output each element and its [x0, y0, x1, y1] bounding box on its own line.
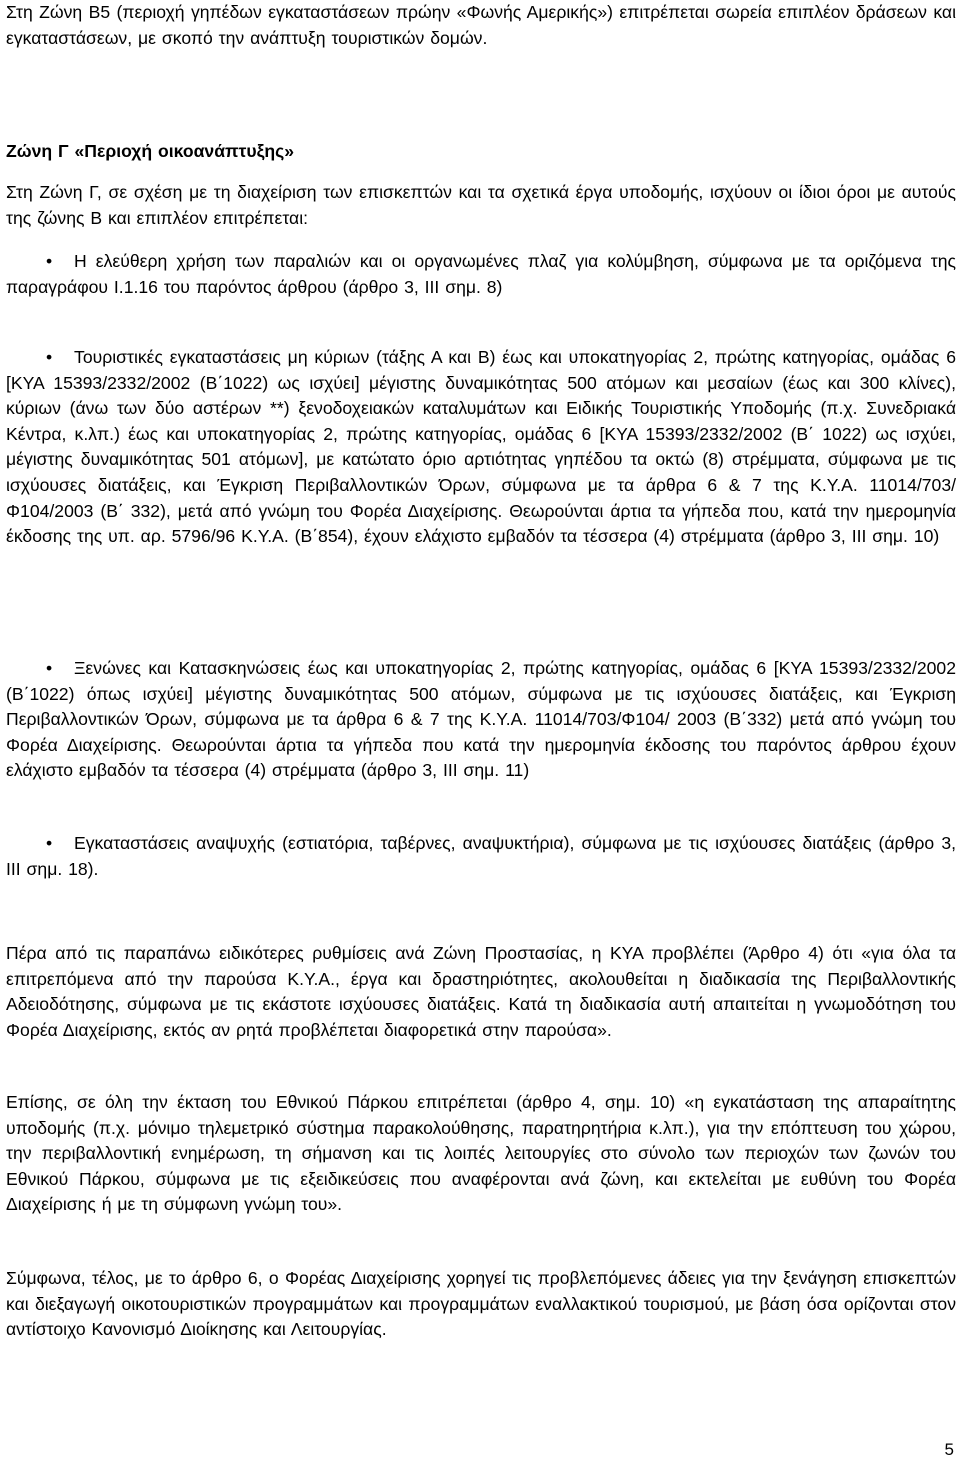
list-item-text: Ξενώνες και Κατασκηνώσεις έως και υποκατηγορίας 2, πρώτης κατηγορίας, ομάδας 6 [ΚΥΑ 15393/2332/2002 (Β΄1022) όπως ισχύει] μέγιστης δυναμικότητας 500 ατόμων, σύμφωνα με τις ισχύουσες διατάξεις, και Έγκριση Περιβαλλοντικών Όρων, σύμφωνα με τα άρθρα 6 & 7 της Κ.Υ.Α. 11014/703/Φ104/ 2003 (Β΄332) μετά από γνώμη του Φορέα Διαχείρισης. Θεωρούνται άρτια τα γήπεδα που κατά την ημερομηνία έκδοσης του παρόντος άρθρου έχουν ελάχιστο εμβαδόν τα τέσσερα (4) στρέμματα (άρθρο 3, ΙΙΙ σημ. 11): [6, 658, 956, 781]
list-item-text: Η ελεύθερη χρήση των παραλιών και οι οργανωμένες πλαζ για κολύμβηση, σύμφωνα με τα οριζόμενα της παραγράφου Ι.1.16 του παρόντος άρθρου (άρθρο 3, ΙΙΙ σημ. 8): [6, 251, 956, 297]
list-item-recreation: [6, 831, 956, 882]
page-number: 5: [944, 1440, 954, 1459]
list-item-text: Τουριστικές εγκαταστάσεις μη κύριων (τάξης Α και Β) έως και υποκατηγορίας 2, πρώτης κατηγορίας, ομάδας 6 [ΚΥΑ 15393/2332/2002 (Β΄1022) ως ισχύει] μέγιστης δυναμικότητας 500 ατόμων και μεσαίων (έως και 300 κλίνες), κύριων (άνω των δύο αστέρων **) ξενοδοχειακών καταλυμάτων και Ειδικής Τουριστικής Υποδομής (π.χ. Συνεδριακά Κέντρα, κ.λπ.) έως και υποκατηγορίας 2, πρώτης κατηγορίας, ομάδας 6 [ΚΥΑ 15393/2332/2002 (Β΄ 1022) ως ισχύει, μέγιστης δυναμικότητας 501 ατόμων], με κατώτατο όριο αρτιότητας γηπέδου τα οκτώ (8) στρέμματα, σύμφωνα με τις ισχύουσες διατάξεις, και Έγκριση Περιβαλλοντικών Όρων, σύμφωνα με τα άρθρα 6 & 7 της Κ.Υ.Α. 11014/703/Φ104/2003 (Β΄ 332), μετά από γνώμη του Φορέα Διαχείρισης. Θεωρούνται άρτια τα γήπεδα που, κατά την ημερομηνία έκδοσης της υπ. αρ. 5796/96 Κ.Υ.Α. (Β΄854), έχουν ελάχιστο εμβαδόν τα τέσσερα (4) στρέμματα (άρθρο 3, ΙΙΙ σημ. 10): [6, 347, 956, 547]
bullet-marker: •: [46, 833, 53, 853]
paragraph-zone-b5: Στη Ζώνη Β5 (περιοχή γηπέδων εγκαταστάσεων πρώην «Φωνής Αμερικής») επιτρέπεται σωρεία επιπλέον δράσεων και εγκαταστάσεων, με σκοπό την ανάπτυξη τουριστικών δομών.: [6, 2, 956, 48]
list-item-hostels-camping: [6, 656, 956, 784]
bullet-marker: •: [46, 658, 53, 678]
paragraph-environmental-licensing: Πέρα από τις παραπάνω ειδικότερες ρυθμίσεις ανά Ζώνη Προστασίας, η ΚΥΑ προβλέπει (Άρθρο 4) ότι «για όλα τα επιτρεπόμενα από την παρούσα Κ.Υ.Α., έργα και δραστηριότητες, ακολουθείται η διαδικασία της Περιβαλλοντικής Αδειοδότησης, σύμφωνα με τις εκάστοτε ισχύουσες διατάξεις. Κατά τη διαδικασία αυτή απαιτείται η γνωμοδότηση του Φορέα Διαχείρισης, εκτός αν ρητά προβλέπεται διαφορετικά στην παρούσα».: [6, 943, 956, 1040]
paragraph-guided-tours-permits: Σύμφωνα, τέλος, με το άρθρο 6, ο Φορέας Διαχείρισης χορηγεί τις προβλεπόμενες άδειες για την ξενάγηση επισκεπτών και διεξαγωγή οικοτουριστικών προγραμμάτων και προγραμμάτων εναλλακτικού τουρισμού, με βάση όσα ορίζονται στον αντίστοιχο Κανονισμό Διοίκησης και Λειτουργίας.: [6, 1268, 956, 1340]
section-heading-zone-g: Ζώνη Γ «Περιοχή οικοανάπτυξης»: [6, 141, 295, 161]
bullet-marker: •: [46, 251, 53, 271]
bullet-marker: •: [46, 347, 53, 367]
paragraph-national-park-infrastructure: Επίσης, σε όλη την έκταση του Εθνικού Πάρκου επιτρέπεται (άρθρο 4, σημ. 10) «η εγκατάσταση της απαραίτητης υποδομής (π.χ. μόνιμο τηλεμετρικό σύστημα παρακολούθησης, παρατηρητήρια κ.λπ.), για την επόπτευση του χώρου, την περιβαλλοντική ενημέρωση, τη σήμανση και τις λοιπές λειτουργίες στο σύνολο των περιοχών των ζωνών του Εθνικού Πάρκου, σύμφωνα με τις εξειδικεύσεις που αναφέρονται ανά ζώνη, και εκτελείται με ευθύνη του Φορέα Διαχείρισης ή με τη σύμφωνη γνώμη του».: [6, 1092, 956, 1215]
list-item-text: Εγκαταστάσεις αναψυχής (εστιατόρια, ταβέρνες, αναψυκτήρια), σύμφωνα με τις ισχύουσες διατάξεις (άρθρο 3, ΙΙΙ σημ. 18).: [6, 833, 956, 879]
list-item-tourist-facilities: [6, 345, 956, 550]
list-item-beaches: [6, 249, 956, 300]
paragraph-zone-g-intro: Στη Ζώνη Γ, σε σχέση με τη διαχείριση των επισκεπτών και τα σχετικά έργα υποδομής, ισχύουν οι ίδιοι όροι με αυτούς της ζώνης Β και επιπλέον επιτρέπεται:: [6, 182, 956, 228]
